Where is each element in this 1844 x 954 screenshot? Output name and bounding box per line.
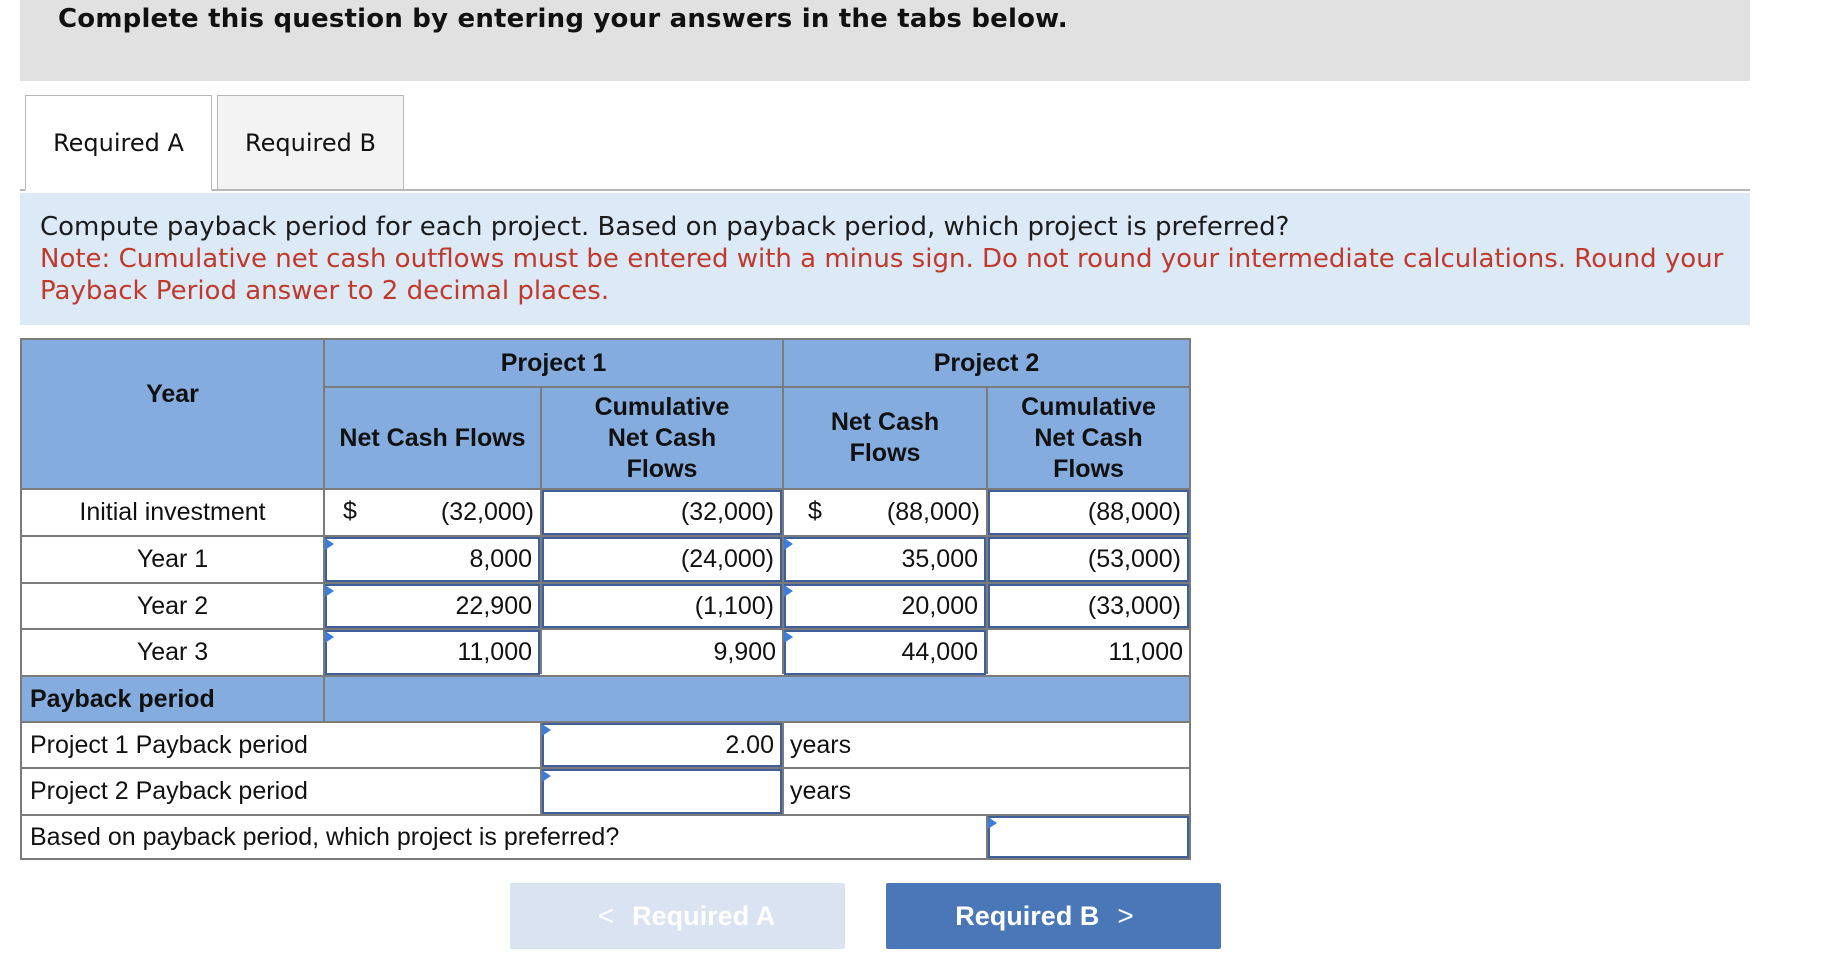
payback-section-fill <box>325 677 1189 721</box>
p1-payback-unit: years <box>790 730 852 759</box>
chevron-left-icon: < <box>597 900 615 931</box>
preferred-question-label: Based on payback period, which project is preferred? <box>30 822 620 851</box>
p2-payback-unit: years <box>790 777 852 805</box>
p1-ncf-initial-input[interactable]: (32,000) <box>440 498 534 526</box>
row-label-initial: Initial investment <box>79 498 266 526</box>
row-label-year-2: Year 2 <box>136 591 209 620</box>
currency-symbol: $ <box>343 497 357 525</box>
input-marker-icon <box>542 724 551 736</box>
input-marker-icon <box>988 817 997 829</box>
input-marker-icon <box>325 631 334 643</box>
currency-symbol: $ <box>808 497 822 525</box>
payback-section-label-cell <box>22 677 323 721</box>
project-2-label: Project 2 <box>933 348 1040 377</box>
row-label-year-1: Year 1 <box>136 545 209 573</box>
tab-label: Required A <box>53 128 184 157</box>
p1-cncf-initial-input[interactable]: (32,000) <box>542 490 782 535</box>
tab-divider <box>20 189 1750 191</box>
note-text: Note: Cumulative net cash outflows must be entered with a minus sign. Do not round your intermediate calculations. Round your Payback Period answer to 2 decimal places. <box>40 244 1724 306</box>
project-1-label: Project 1 <box>500 348 607 377</box>
previous-button-label: Required A <box>632 900 776 931</box>
p1-cncf-year1-input[interactable]: (24,000) <box>542 537 782 582</box>
p1-payback-label: Project 1 Payback period <box>30 730 308 759</box>
p2-ncf-year1-input[interactable]: 35,000 <box>784 537 986 582</box>
p2-cncf-initial-input[interactable]: (88,000) <box>988 490 1189 535</box>
p1-ncf-year2-input[interactable]: 22,900 <box>325 584 540 628</box>
header-p2-net-cash-flows <box>784 388 986 488</box>
next-button-label: Required B <box>955 900 1100 931</box>
p2-payback-input[interactable] <box>542 769 782 814</box>
tab-label: Required B <box>245 129 376 157</box>
next-tab-button[interactable] <box>886 883 1221 949</box>
header-project-1 <box>325 340 782 386</box>
header-p1-net-cash-flows <box>325 388 540 488</box>
p2-ncf-year2-input[interactable]: 20,000 <box>784 584 986 628</box>
p1-ncf-year1-input[interactable]: 8,000 <box>325 537 540 582</box>
input-marker-icon <box>784 585 793 597</box>
question-text: Compute payback period for each project. Based on payback period, which project is preferred? <box>40 212 1290 242</box>
p2-ncf-year3-input[interactable]: 44,000 <box>784 630 986 675</box>
p2-cncf-year1-input[interactable]: (53,000) <box>988 537 1189 582</box>
instructions-banner <box>20 0 1750 81</box>
p2-cncf-year2-input[interactable]: (33,000) <box>988 584 1189 628</box>
input-marker-icon <box>325 585 334 597</box>
question-instructions <box>20 193 1750 325</box>
row-label-year-3: Year 3 <box>136 638 209 666</box>
header-year-label: Year <box>146 379 199 408</box>
banner-title: Complete this question by entering your answers in the tabs below. <box>58 4 1068 34</box>
p2-payback-label: Project 2 Payback period <box>30 777 308 805</box>
p2-ncf-label: Net Cash Flows <box>830 408 940 467</box>
input-marker-icon <box>542 770 551 782</box>
p1-ncf-label: Net Cash Flows <box>339 423 526 452</box>
input-marker-icon <box>784 538 793 550</box>
p2-cncf-year3-input[interactable]: 11,000 <box>1108 638 1183 666</box>
preferred-project-select[interactable] <box>988 816 1189 858</box>
p2-cncf-label: Cumulative Net Cash Flows <box>1021 392 1156 483</box>
chevron-right-icon: > <box>1117 900 1134 931</box>
payback-section-label: Payback period <box>30 684 215 713</box>
tab-required-b[interactable] <box>217 95 404 191</box>
header-year <box>22 340 323 488</box>
header-p1-cumulative <box>542 388 782 488</box>
input-marker-icon <box>325 538 334 550</box>
tab-required-a[interactable] <box>25 95 212 191</box>
header-p2-cumulative <box>988 388 1189 488</box>
p1-payback-input[interactable]: 2.00 <box>542 723 782 767</box>
p1-cncf-year3-input[interactable]: 9,900 <box>713 638 776 666</box>
p2-ncf-initial-input[interactable]: (88,000) <box>886 498 980 526</box>
input-marker-icon <box>784 631 793 643</box>
header-project-2 <box>784 340 1189 386</box>
p1-cncf-label: Cumulative Net Cash Flows <box>594 392 730 483</box>
p1-ncf-year3-input[interactable]: 11,000 <box>325 630 540 675</box>
previous-tab-button[interactable] <box>510 883 845 949</box>
p1-cncf-year2-input[interactable]: (1,100) <box>542 584 782 628</box>
